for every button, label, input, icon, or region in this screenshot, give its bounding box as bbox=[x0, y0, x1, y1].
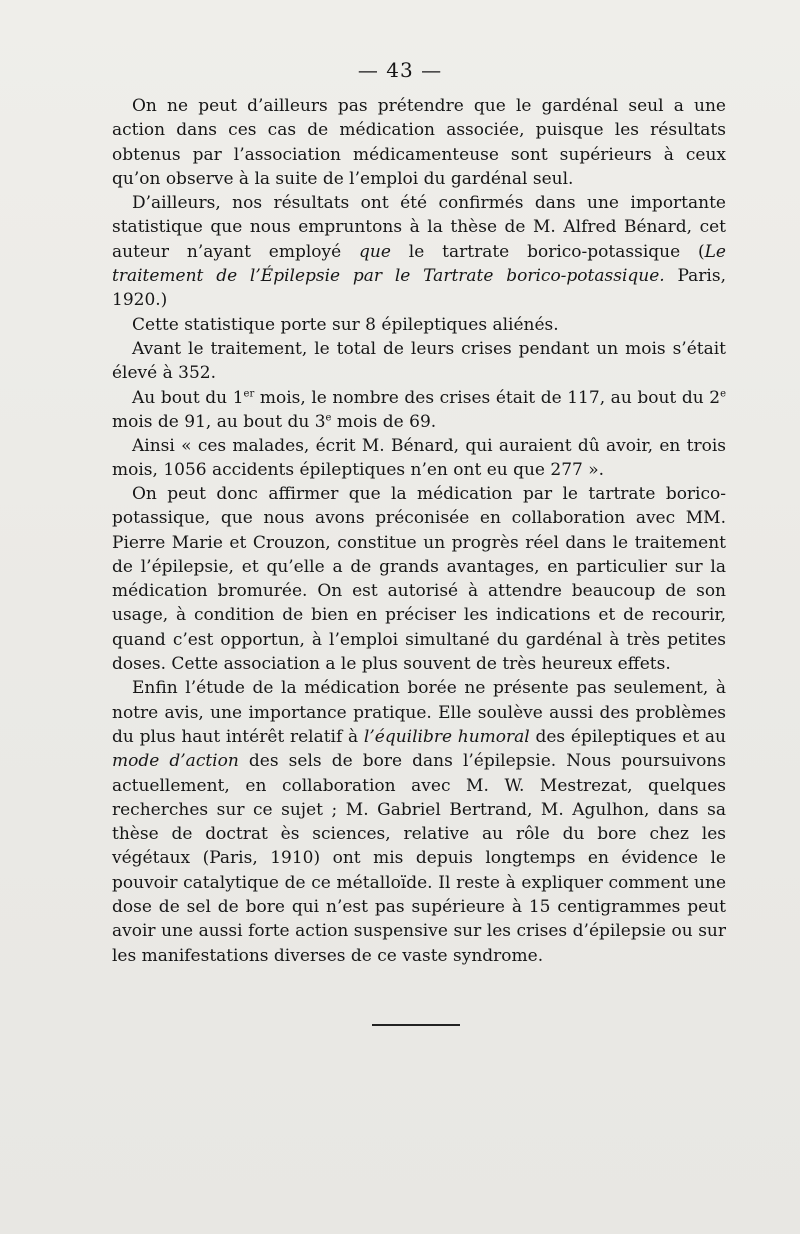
paragraph: Enfin l’étude de la médication borée ne présente pas seulement, à notre avis, une importance pratique. Elle soulève aussi des problèmes du plus haut intérêt relatif à l’équilibre humoral des épileptiques et au mode d’action des sels de bore dans l’épilepsie. Nous poursuivons actuellement, en collaboration avec M. W. Mestrezat, quelques recherches sur ce sujet ; M. Gabriel Bertrand, M. Agulhon, dans sa thèse de doctrat ès sciences, relative au rôle du bore chez les végétaux (Paris, 1910) ont mis depuis longtemps en évidence le pouvoir catalytique de ce métalloïde. Il reste à expliquer comment une dose de sel de bore qui n’est pas supérieure à 15 centigrammes peut avoir une aussi forte action suspensive sur les crises d’épilepsie ou sur les manifestations diverses de ce vaste syndrome. bbox=[112, 678, 727, 966]
text-block-lower bbox=[112, 482, 726, 968]
page-number: — 43 — bbox=[357, 58, 443, 82]
paragraph: On ne peut d’ailleurs pas prétendre que le gardénal seul a une action dans ces cas de médication associée, puisque les résultats obtenus par l’association médicamenteuse sont supérieurs à ceux qu’on observe à la suite de l’emploi du gardénal seul. bbox=[112, 96, 726, 189]
paragraph: Cette statistique porte sur 8 épileptiques aliénés. bbox=[132, 314, 559, 335]
section-rule bbox=[372, 1024, 460, 1026]
paragraph: Au bout du 1er mois, le nombre des crises était de 117, au bout du 2e mois de 91, au bout du 3e mois de 69. bbox=[112, 387, 726, 432]
paragraph: On peut donc affirmer que la médication par le tartrate borico-potassique, que nous avons préconisée en collaboration avec MM. Pierre Marie et Crouzon, constitue un progrès réel dans le traitement de l’épilepsie, et qu’elle a de grands avantages, en particulier sur la médication bromurée. On est autorisé à attendre beaucoup de son usage, à condition de bien en préciser les indications et de recourir, quand c’est opportun, à l’emploi simultané du gardénal à très petites doses. Cette association a le plus souvent de très heureux effets. bbox=[112, 484, 726, 675]
cited-title: Le traitement de l’Épilepsie par le Tartrate borico-potassique. bbox=[112, 241, 726, 287]
text-block-upper bbox=[112, 94, 726, 483]
paragraph: Ainsi « ces malades, écrit M. Bénard, qui auraient dû avoir, en trois mois, 1056 accidents épileptiques n’en ont eu que 277 ». bbox=[112, 436, 726, 481]
paragraph: Avant le traitement, le total de leurs crises pendant un mois s’était élevé à 352. bbox=[112, 338, 726, 384]
paragraph: D’ailleurs, nos résultats ont été confirmés dans une importante statistique que nous empruntons à la thèse de M. Alfred Bénard, cet auteur n’ayant employé que le tartrate borico-potassique (Le traitement de l’Épilepsie par le Tartrate borico-potassique. Paris, 1920.) bbox=[112, 193, 726, 311]
